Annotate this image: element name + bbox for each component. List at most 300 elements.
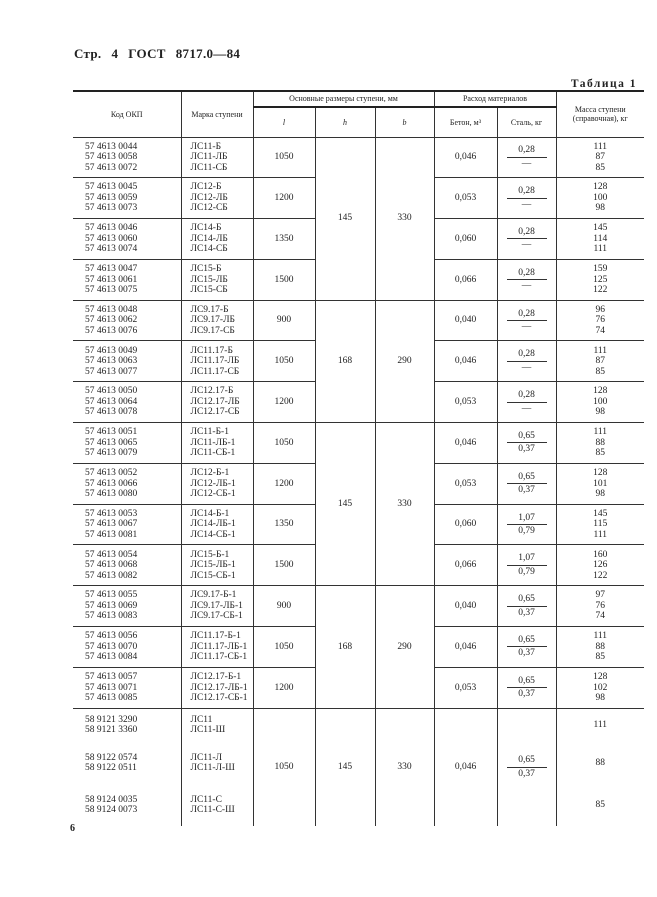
cell-line: 58 9121 3290 (85, 714, 138, 725)
standard-label: ГОСТ (128, 46, 166, 61)
cell-line: 85 (595, 366, 605, 377)
cell-line: ЛС15-Б (190, 264, 222, 275)
cell-line: 160 (593, 549, 608, 560)
cell-line: 126 (593, 560, 608, 571)
steel-fraction (507, 755, 547, 779)
steps-table (73, 90, 644, 826)
cell-line: ЛС14-СБ-1 (190, 529, 236, 540)
step-marks (181, 463, 253, 504)
steel-fraction (507, 472, 547, 496)
steel-consumption (497, 708, 556, 826)
cell-line: 57 4613 0085 (85, 693, 138, 703)
concrete-volume: 0,046 (434, 423, 497, 464)
steel-top: 0,65 (507, 472, 547, 485)
okp-codes (73, 742, 181, 784)
cell-line: ЛС9.17-ЛБ (190, 315, 235, 326)
cell-line: 101 (593, 478, 608, 489)
concrete-volume: 0,053 (434, 667, 497, 708)
cell-line: 85 (595, 162, 605, 173)
col-b: b (375, 107, 434, 137)
cell-line: ЛС15-ЛБ (190, 274, 228, 285)
dim-b: 290 (375, 586, 434, 708)
dim-h: 145 (315, 708, 375, 826)
cell-line: 57 4613 0080 (85, 489, 138, 500)
step-marks (181, 178, 253, 219)
cell-line: 57 4613 0057 (85, 672, 138, 682)
steel-consumption (497, 463, 556, 504)
step-mass (556, 382, 644, 423)
cell-line: ЛС11.17-СБ (190, 366, 240, 377)
dim-l: 1050 (253, 341, 315, 382)
cell-line: 87 (595, 152, 605, 163)
step-mass (556, 341, 644, 382)
step-marks (181, 667, 253, 708)
cell-line: 128 (593, 672, 608, 682)
okp-codes (73, 586, 181, 627)
cell-line: ЛС9.17-ЛБ-1 (190, 600, 243, 611)
cell-line: ЛС15-Б-1 (190, 549, 230, 560)
dim-l: 1050 (253, 708, 315, 826)
cell-line: ЛС11.17-СБ-1 (190, 652, 248, 663)
steel-consumption (497, 219, 556, 260)
cell-line: 115 (593, 519, 608, 530)
step-mass (556, 219, 644, 260)
step-mass (556, 259, 644, 300)
cell-line: 111 (593, 345, 608, 356)
steel-consumption (497, 545, 556, 586)
cell-line: 58 9124 0035 (85, 794, 138, 805)
steel-consumption (497, 667, 556, 708)
step-mass (556, 667, 644, 708)
steel-fraction (507, 186, 547, 210)
step-marks (181, 504, 253, 545)
steel-bottom: — (521, 199, 532, 210)
cell-line: ЛС12.17-Б (190, 386, 234, 397)
cell-line: ЛС14-Б-1 (190, 508, 230, 519)
steel-top: 0,28 (507, 227, 547, 240)
cell-line: 58 9122 0511 (85, 763, 137, 774)
cell-line: 57 4613 0079 (85, 448, 138, 459)
dim-l: 1350 (253, 504, 315, 545)
steel-bottom: 0,37 (518, 768, 535, 779)
step-mass (556, 627, 644, 668)
cell-line: ЛС15-СБ (190, 285, 228, 296)
steel-bottom: 0,37 (518, 689, 535, 700)
step-mass (556, 178, 644, 219)
cell-line: 57 4613 0077 (85, 366, 138, 377)
concrete-volume: 0,046 (434, 341, 497, 382)
cell-line: ЛС9.17-Б (190, 304, 229, 315)
steel-top: 0,65 (507, 676, 547, 689)
cell-line: 57 4613 0070 (85, 641, 138, 652)
okp-codes (73, 504, 181, 545)
okp-codes (73, 219, 181, 260)
cell-line: 85 (595, 448, 605, 459)
cell-line: ЛС12.17-СБ-1 (190, 693, 248, 703)
dim-h: 168 (315, 586, 375, 708)
concrete-volume: 0,040 (434, 586, 497, 627)
cell-line: 88 (595, 437, 605, 448)
cell-line: 57 4613 0044 (85, 141, 138, 152)
dim-h: 145 (315, 423, 375, 586)
cell-line: 145 (593, 508, 608, 519)
steel-consumption (497, 341, 556, 382)
cell-line: ЛС15-СБ-1 (190, 570, 236, 581)
steel-top: 0,28 (507, 268, 547, 281)
cell-line: 145 (593, 223, 608, 234)
dim-l: 1050 (253, 627, 315, 668)
cell-line: ЛС11-СБ (190, 162, 228, 173)
col-code: Код ОКП (73, 91, 181, 137)
okp-codes (73, 137, 181, 178)
steel-consumption (497, 259, 556, 300)
page-prefix: Стр. (74, 46, 102, 61)
step-marks (181, 341, 253, 382)
table-label: Таблица 1 (570, 78, 637, 90)
cell-line: 102 (593, 682, 608, 693)
steel-fraction (507, 390, 547, 414)
table-row (73, 708, 644, 742)
cell-line: 74 (595, 325, 605, 336)
step-mass (556, 586, 644, 627)
steel-bottom: 0,37 (518, 648, 535, 659)
okp-codes (73, 178, 181, 219)
cell-line: ЛС12.17-СБ (190, 407, 240, 418)
table-row (73, 300, 644, 341)
cell-line: ЛС12-Б (190, 182, 222, 193)
cell-line: ЛС9.17-Б-1 (190, 590, 237, 601)
concrete-volume: 0,053 (434, 463, 497, 504)
steel-fraction (507, 635, 547, 659)
okp-codes (73, 463, 181, 504)
cell-line: 100 (593, 192, 608, 203)
cell-line: 76 (595, 600, 605, 611)
cell-line: 57 4613 0046 (85, 223, 138, 234)
cell-line: 97 (595, 590, 605, 601)
cell-line: ЛС11 (190, 714, 213, 725)
col-mass: Масса ступени (справочная), кг (556, 91, 644, 137)
cell-line: ЛС12-Б-1 (190, 468, 230, 479)
cell-line: 122 (593, 570, 608, 581)
cell-line: ЛС11-С (190, 794, 222, 805)
cell-line: 57 4613 0083 (85, 611, 138, 622)
dim-l: 1200 (253, 178, 315, 219)
okp-codes (73, 259, 181, 300)
concrete-volume: 0,046 (434, 627, 497, 668)
col-steel: Сталь, кг (497, 107, 556, 137)
cell-line: 57 4613 0048 (85, 304, 138, 315)
cell-line: 57 4613 0051 (85, 427, 138, 438)
steel-consumption (497, 382, 556, 423)
steel-top: 0,65 (507, 594, 547, 607)
cell-line: 57 4613 0050 (85, 386, 138, 397)
cell-line: 122 (593, 285, 608, 296)
concrete-volume: 0,053 (434, 178, 497, 219)
steel-top: 1,07 (507, 513, 547, 526)
cell-line: ЛС11-Б (190, 141, 222, 152)
cell-line: 57 4613 0045 (85, 182, 138, 193)
concrete-volume: 0,066 (434, 545, 497, 586)
cell-line: ЛС11.17-Б-1 (190, 631, 241, 642)
cell-line: 98 (595, 693, 605, 703)
cell-line: 57 4613 0049 (85, 345, 138, 356)
cell-line: ЛС11-Л-Ш (190, 763, 235, 774)
steel-fraction (507, 349, 547, 373)
cell-line: 57 4613 0074 (85, 244, 138, 255)
steel-bottom: — (521, 281, 532, 292)
cell-line: 159 (593, 264, 608, 275)
steel-consumption (497, 300, 556, 341)
steel-top: 0,28 (507, 309, 547, 322)
steel-consumption (497, 627, 556, 668)
cell-line: ЛС12.17-ЛБ (190, 396, 240, 407)
cell-line: 98 (595, 489, 605, 500)
cell-line: 57 4613 0064 (85, 396, 138, 407)
steel-top: 0,65 (507, 431, 547, 444)
dim-l: 1050 (253, 423, 315, 464)
col-mark: Марка ступени (181, 91, 253, 137)
cell-line: 57 4613 0054 (85, 549, 138, 560)
step-marks (181, 382, 253, 423)
cell-line: ЛС12-ЛБ (190, 192, 228, 203)
dim-l: 1350 (253, 219, 315, 260)
steel-top: 0,28 (507, 349, 547, 362)
step-marks (181, 708, 253, 742)
cell-line: 128 (593, 182, 608, 193)
steel-top: 0,65 (507, 755, 547, 768)
cell-line: ЛС11.17-ЛБ-1 (190, 641, 248, 652)
cell-line: ЛС9.17-СБ (190, 325, 235, 336)
col-l: l (253, 107, 315, 137)
step-mass (556, 504, 644, 545)
step-marks (181, 545, 253, 586)
cell-line: 57 4613 0078 (85, 407, 138, 418)
step-mass (556, 300, 644, 341)
cell-line: 57 4613 0063 (85, 356, 138, 367)
cell-line: 111 (593, 631, 608, 642)
page-mark: 6 (70, 823, 75, 834)
cell-line: ЛС12-ЛБ-1 (190, 478, 236, 489)
col-dims: Основные размеры ступени, мм (253, 91, 434, 107)
page-header (74, 46, 250, 62)
steel-top: 0,28 (507, 186, 547, 199)
dim-h: 168 (315, 300, 375, 422)
cell-line: 58 9121 3360 (85, 725, 138, 736)
steel-bottom: — (521, 403, 532, 414)
cell-line: 57 4613 0052 (85, 468, 138, 479)
step-marks (181, 586, 253, 627)
cell-line: ЛС11-Ш (190, 725, 226, 736)
cell-line: 58 9124 0073 (85, 805, 138, 816)
cell-line: 128 (593, 468, 608, 479)
cell-line: ЛС14-ЛБ (190, 233, 228, 244)
dim-l: 1050 (253, 137, 315, 178)
cell-line: 96 (595, 304, 605, 315)
cell-line: ЛС11-ЛБ (190, 152, 228, 163)
steel-fraction (507, 309, 547, 333)
cell-line: ЛС12.17-ЛБ-1 (190, 682, 248, 693)
cell-line: 57 4613 0071 (85, 682, 138, 693)
steel-fraction (507, 227, 547, 251)
cell-line: ЛС11.17-ЛБ (190, 356, 240, 367)
cell-line: ЛС11-С-Ш (190, 805, 235, 816)
cell-line: 57 4613 0075 (85, 285, 138, 296)
dim-b: 330 (375, 137, 434, 300)
cell-line: 100 (593, 396, 608, 407)
steel-fraction (507, 553, 547, 577)
steel-bottom: 0,79 (518, 526, 535, 537)
step-marks (181, 784, 253, 826)
dim-h: 145 (315, 137, 375, 300)
steel-consumption (497, 423, 556, 464)
cell-line: 57 4613 0047 (85, 264, 138, 275)
cell-line: 76 (595, 315, 605, 326)
step-mass: 85 (556, 784, 644, 826)
dim-l: 1200 (253, 463, 315, 504)
cell-line: 111 (593, 141, 608, 152)
cell-line: 57 4613 0058 (85, 152, 138, 163)
step-mass (556, 137, 644, 178)
page-number: 4 (111, 46, 119, 61)
concrete-volume: 0,060 (434, 219, 497, 260)
table-row (73, 586, 644, 627)
concrete-volume: 0,060 (434, 504, 497, 545)
okp-codes (73, 627, 181, 668)
steel-top: 0,28 (507, 145, 547, 158)
cell-line: ЛС11-СБ-1 (190, 448, 236, 459)
okp-codes (73, 423, 181, 464)
cell-line: 57 4613 0056 (85, 631, 138, 642)
okp-codes (73, 545, 181, 586)
steel-consumption (497, 178, 556, 219)
cell-line: 98 (595, 203, 605, 214)
steel-fraction (507, 268, 547, 292)
steel-fraction (507, 513, 547, 537)
steel-bottom: — (521, 362, 532, 373)
concrete-volume: 0,046 (434, 137, 497, 178)
steel-bottom: 0,37 (518, 485, 535, 496)
okp-codes (73, 341, 181, 382)
dim-concrete: 0,046 (434, 708, 497, 826)
cell-line: ЛС15-ЛБ-1 (190, 560, 236, 571)
concrete-volume: 0,053 (434, 382, 497, 423)
cell-line: 57 4613 0084 (85, 652, 138, 663)
steel-top: 0,28 (507, 390, 547, 403)
cell-line: 57 4613 0053 (85, 508, 138, 519)
okp-codes (73, 382, 181, 423)
cell-line: ЛС11-Л (190, 752, 223, 763)
steel-bottom: 0,37 (518, 607, 535, 618)
cell-line: 57 4613 0082 (85, 570, 138, 581)
cell-line: 88 (595, 641, 605, 652)
cell-line: ЛС14-СБ (190, 244, 228, 255)
steel-consumption (497, 586, 556, 627)
cell-line: 111 (593, 529, 608, 540)
cell-line: 57 4613 0065 (85, 437, 138, 448)
cell-line: 58 9122 0574 (85, 752, 138, 763)
steel-bottom: 0,37 (518, 444, 535, 455)
cell-line: 111 (593, 427, 608, 438)
step-marks (181, 219, 253, 260)
cell-line: 57 4613 0055 (85, 590, 138, 601)
col-materials: Расход материалов (434, 91, 556, 107)
step-marks (181, 137, 253, 178)
dim-b: 330 (375, 423, 434, 586)
step-mass (556, 463, 644, 504)
okp-codes (73, 708, 181, 742)
cell-line: ЛС11-Б-1 (190, 427, 229, 438)
table-row (73, 423, 644, 464)
cell-line: 57 4613 0066 (85, 478, 138, 489)
dim-b: 290 (375, 300, 434, 422)
dim-l: 900 (253, 586, 315, 627)
step-marks (181, 259, 253, 300)
cell-line: 57 4613 0067 (85, 519, 138, 530)
cell-line: ЛС11.17-Б (190, 345, 233, 356)
dim-l: 1200 (253, 382, 315, 423)
steel-consumption (497, 137, 556, 178)
step-marks (181, 627, 253, 668)
concrete-volume: 0,040 (434, 300, 497, 341)
dim-l: 1500 (253, 545, 315, 586)
dim-l: 1200 (253, 667, 315, 708)
step-mass: 111 (556, 708, 644, 742)
col-concrete: Бетон, м³ (434, 107, 497, 137)
cell-line: 57 4613 0060 (85, 233, 138, 244)
cell-line: 125 (593, 274, 608, 285)
cell-line: ЛС12-СБ (190, 203, 228, 214)
steel-top: 1,07 (507, 553, 547, 566)
cell-line: 85 (595, 652, 605, 663)
cell-line: 74 (595, 611, 605, 622)
cell-line: 57 4613 0069 (85, 600, 138, 611)
step-mass: 88 (556, 742, 644, 784)
okp-codes (73, 300, 181, 341)
step-mass (556, 545, 644, 586)
cell-line: 57 4613 0061 (85, 274, 138, 285)
step-marks (181, 423, 253, 464)
cell-line: 57 4613 0076 (85, 325, 138, 336)
cell-line: 128 (593, 386, 608, 397)
cell-line: 57 4613 0081 (85, 529, 138, 540)
step-marks (181, 742, 253, 784)
dim-l: 1500 (253, 259, 315, 300)
steel-fraction (507, 676, 547, 700)
cell-line: 98 (595, 407, 605, 418)
step-mass (556, 423, 644, 464)
cell-line: ЛС14-ЛБ-1 (190, 519, 236, 530)
steel-bottom: — (521, 158, 532, 169)
steel-fraction (507, 145, 547, 169)
cell-line: ЛС11-ЛБ-1 (190, 437, 236, 448)
cell-line: 114 (593, 233, 608, 244)
table-row (73, 137, 644, 178)
steel-bottom: — (521, 322, 532, 333)
concrete-volume: 0,066 (434, 259, 497, 300)
cell-line: 57 4613 0062 (85, 315, 138, 326)
steel-bottom: — (521, 240, 532, 251)
okp-codes (73, 667, 181, 708)
cell-line: 111 (593, 244, 608, 255)
cell-line: 57 4613 0072 (85, 162, 138, 173)
col-h: h (315, 107, 375, 137)
dim-b: 330 (375, 708, 434, 826)
okp-codes (73, 784, 181, 826)
cell-line: ЛС12.17-Б-1 (190, 672, 242, 682)
steel-fraction (507, 594, 547, 618)
standard-number: 8717.0—84 (175, 46, 241, 61)
cell-line: ЛС12-СБ-1 (190, 489, 236, 500)
